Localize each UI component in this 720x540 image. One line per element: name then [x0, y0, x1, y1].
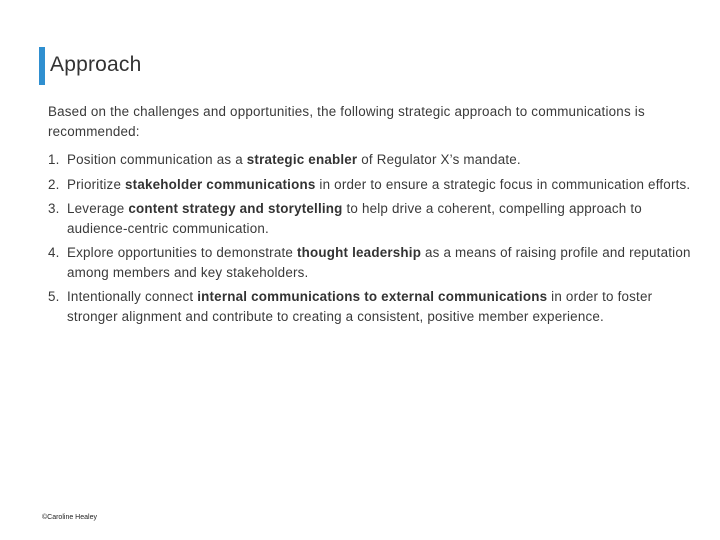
- slide-title: Approach: [50, 53, 142, 76]
- item-emphasis: thought leadership: [296, 245, 422, 260]
- item-text: in order to ensure a strategic focus in communication efforts.: [315, 176, 691, 192]
- item-text: Prioritize: [67, 176, 126, 192]
- list-item: [48, 150, 698, 170]
- item-emphasis: strategic enabler: [246, 152, 358, 167]
- item-text: Leverage: [67, 201, 129, 216]
- item-number: 2.: [48, 176, 60, 192]
- list-item: [48, 287, 698, 326]
- item-number: 5.: [48, 289, 60, 304]
- item-number: 3.: [48, 201, 60, 216]
- list-item: [48, 199, 698, 238]
- item-emphasis: stakeholder communications: [125, 176, 316, 192]
- item-text: Intentionally connect: [67, 289, 198, 304]
- slide-body: [48, 102, 698, 331]
- list-item: [48, 243, 698, 282]
- title-accent-bar: [39, 47, 45, 85]
- item-emphasis: content strategy and storytelling: [128, 201, 343, 216]
- item-number: 1.: [48, 152, 60, 167]
- item-emphasis: internal communications to external communications: [197, 289, 548, 304]
- item-text: in order to foster stronger alignment and contribute to creating a consistent, positive member experience.: [67, 289, 653, 324]
- list-item: [48, 175, 698, 195]
- item-text: of Regulator X’s mandate.: [357, 152, 521, 167]
- copyright-footer: ©Caroline Healey: [42, 514, 97, 521]
- item-text: Position communication as a: [67, 152, 247, 167]
- item-text: as a means of raising profile and reputation among members and key stakeholders.: [67, 245, 691, 280]
- item-text: to help drive a coherent, compelling approach to audience-centric communication.: [67, 201, 642, 236]
- item-number: 4.: [48, 245, 60, 260]
- approach-list: [48, 150, 698, 326]
- item-text: Explore opportunities to demonstrate: [67, 245, 297, 260]
- intro-text: Based on the challenges and opportunities, the following strategic approach to communications is recommended:: [48, 104, 645, 139]
